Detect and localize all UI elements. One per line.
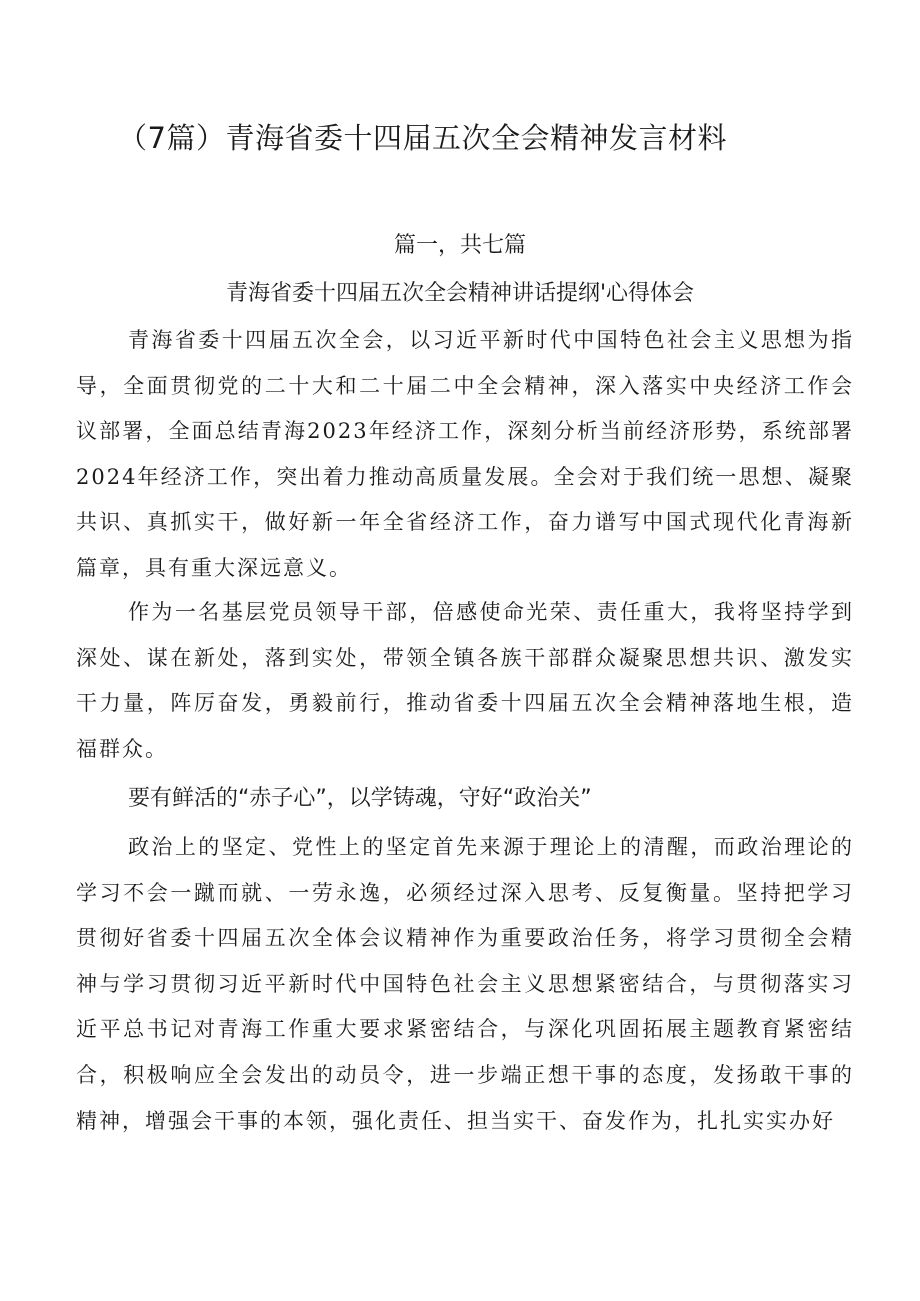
body-paragraph: 作为一名基层党员领导干部，倍感使命光荣、责任重大，我将坚持学到深处、谋在新处，落到实处，带领全镇各族干部群众凝聚思想共识、激发实干力量，阵厉奋发，勇毅前行，推动省委十四届五次全会精神落地生根，造福群众。 (76, 600, 854, 761)
part-title: 篇一，共七篇 (393, 233, 526, 258)
section-paragraph: 政治上的坚定、党性上的坚定首先来源于理论上的清醒，而政治理论的学习不会一蹴而就、一劳永逸，必须经过深入思考、反复衡量。坚持把学习贯彻好省委十四届五次全体会议精神作为重要政治任务，将学习贯彻全会精神与学习贯彻习近平新时代中国特色社会主义思想紧密结合，与贯彻落实习近平总书记对青海工作重大要求紧密结合，与深化巩固拓展主题教育紧密结合，积极响应全会发出的动员令，进一步端正想干事的态度，发扬敢干事的精神，增强会干事的本领，强化责任、担当实干、奋发作为，扎扎实实办好 (76, 835, 854, 1133)
document-title: （7篇）青海省委十四届五次全会精神发言材料 (118, 121, 727, 155)
section-heading: 要有鲜活的“赤子心”，以学铸魂，守好“政治关” (128, 786, 592, 811)
body-paragraph: 青海省委十四届五次全会，以习近平新时代中国特色社会主义思想为指导，全面贯彻党的二十大和二十届二中全会精神，深入落实中央经济工作会议部署，全面总结青海2023年经济工作，深刻分析当前经济形势，系统部署2024年经济工作，突出着力推动高质量发展。全会对于我们统一思想、凝聚共识、真抓实干，做好新一年全省经济工作，奋力谱写中国式现代化青海新篇章，具有重大深远意义。 (76, 328, 854, 580)
article-subtitle: 青海省委十四届五次全会精神讲话提纲'心得体会 (225, 281, 695, 306)
